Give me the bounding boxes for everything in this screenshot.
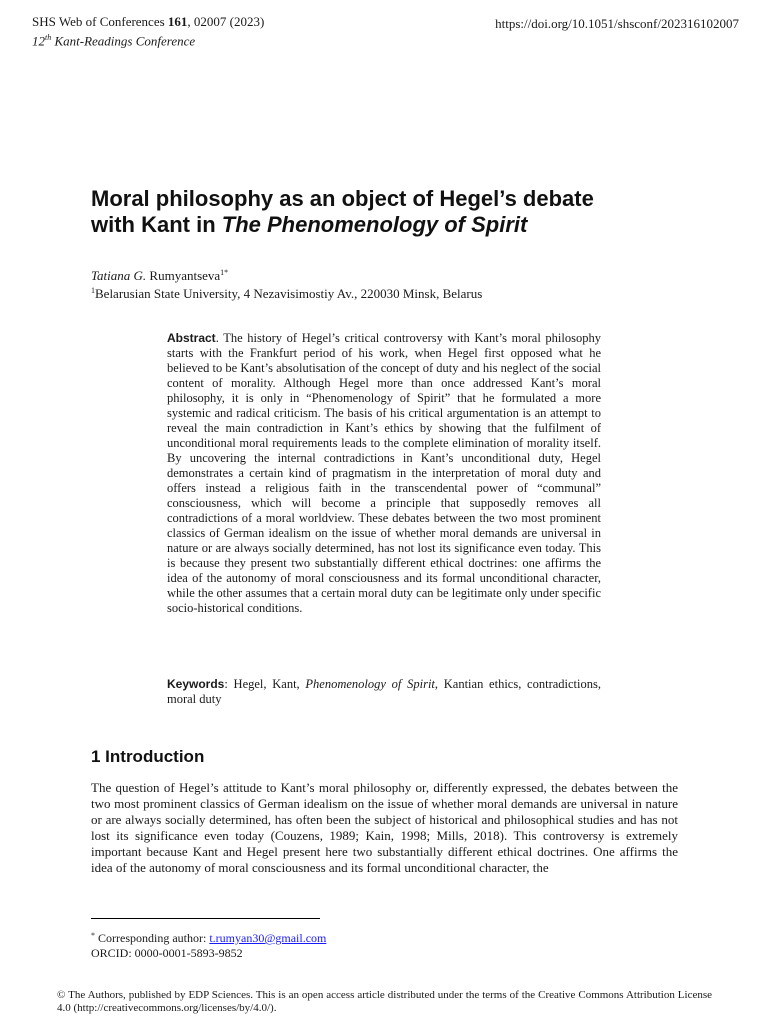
abstract-text: . The history of Hegel’s critical controversy with Kant’s moral philosophy starts with the Frankfurt period of his work, when Hegel first opposed what he believed to be Kant’s absolutisation of the concept of duty and his neglect of the social content of morality. Although Hegel more than once addressed Kant’s moral philosophy, it is only in “Phenomenology of Spirit” that he formulated a more systemic and radical criticism. The basis of his critical argumentation is an attempt to reveal the main contradiction in Kant’s ethics by showing that the fulfilment of unconditional moral requirements leads to the complete elimination of morality itself. By uncovering the internal contradictions in Kant’s unconditional duty, Hegel demonstrates a certain kind of pragmatism in the interpretation of moral duty and offers instead a religious faith in the transcendental power of “communal” consciousness, which will become a principle that supposedly removes all contradictions of a moral worldview. These debates between the two most prominent classics of German idealism on the issue of whether moral demands are universal in nature or are always socially determined, has not lost its significance even today. This is because they present two substantially different ethical doctrines: one affirms the idea of the autonomy of moral consciousness and its formal unconditional character, while the other assumes that a certain moral duty can be legitimate only under specific socio-historical conditions. [167, 331, 601, 615]
abstract [167, 331, 601, 616]
license-footer: © The Authors, published by EDP Sciences. This is an open access article distributed under the terms of the Creative Commons Attribution License 4.0 (http://creativecommons.org/licenses/by/4.0/). [57, 989, 712, 1014]
paper-title: Moral philosophy as an object of Hegel’s debate with Kant in The Phenomenology of Spirit [91, 186, 594, 237]
conference-name: 12th Kant-Readings Conference [32, 33, 196, 49]
footnote-divider [91, 918, 320, 919]
abstract-label: Abstract [167, 331, 216, 345]
orcid: ORCID: 0000-0001-5893-9852 [91, 946, 243, 960]
running-header [32, 14, 264, 49]
affiliation: $^1$Belarusian State University, 4 Nezavisimostiy Av., 220030 Minsk, Belarus [91, 286, 483, 301]
footnote: * Corresponding author: t.rumyan30@gmail.com ORCID: 0000-0001-5893-9852 [91, 931, 327, 960]
email-link[interactable]: t.rumyan30@gmail.com [209, 931, 327, 945]
section-heading: 1 Introduction [91, 747, 205, 766]
author-line: Tatiana G. Rumyantseva$^{1*}$ [91, 268, 229, 283]
doi-link[interactable]: https://doi.org/10.1051/shsconf/202316102007 [495, 16, 739, 31]
keywords-label: Keywords [167, 677, 225, 691]
journal-citation: SHS Web of Conferences 161, 02007 (2023) [32, 14, 265, 29]
keywords: Keywords: Hegel, Kant, Phenomenology of Spirit, Kantian ethics, contradictions, moral duty [167, 677, 601, 706]
introduction-text: The question of Hegel’s attitude to Kant’s moral philosophy or, differently expressed, the debates between the two most prominent classics of German idealism on the issue of whether moral demands are universal in nature or are always socially determined, has often been the subject of historical and philosophical studies and has not lost its significance even today (Couzens, 1989; Kain, 1998; Mills, 2018). This controversy is extremely important because Kant and Hegel present here two substantially different ethical doctrines. One affirms the idea of the autonomy of moral consciousness and its formal unconditional character, the [91, 780, 678, 876]
volume-number: 161 [167, 14, 188, 29]
